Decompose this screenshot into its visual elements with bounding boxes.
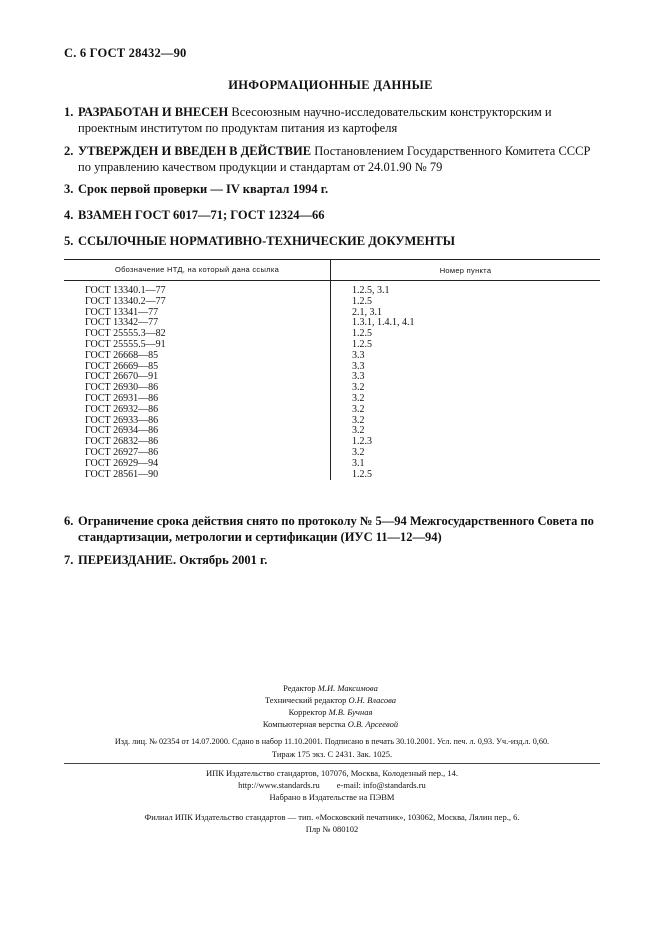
- table-cell-document: ГОСТ 26668—85: [85, 349, 159, 361]
- table-cell-document: ГОСТ 26933—86: [85, 414, 159, 426]
- table-cell-document: ГОСТ 28561—90: [85, 468, 159, 480]
- item-heading: ВЗАМЕН ГОСТ 6017—71; ГОСТ 12324—66: [78, 208, 325, 222]
- item-text: Срок первой проверки — IV квартал 1994 г.: [78, 182, 329, 196]
- publisher-line: Плр № 080102: [305, 824, 359, 834]
- item-number: 7.: [64, 553, 74, 567]
- table-cell-clause: 3.2: [352, 425, 365, 437]
- table-cell-clause: 3.2: [352, 382, 365, 394]
- publisher-line: Набрано в Издательстве на ПЭВМ: [269, 792, 395, 802]
- credit-line: Компьютерная верстка О.В. Арсеевой: [262, 719, 399, 729]
- table-cell-clause: 1.2.5: [352, 338, 372, 350]
- table-cell-clause: 3.2: [352, 414, 365, 426]
- credit-line: Технический редактор О.Н. Власова: [264, 695, 397, 705]
- imprint-line: Тираж 175 экз. С 2431. Зак. 1025.: [271, 749, 393, 759]
- table-cell-document: ГОСТ 25555.3—82: [85, 328, 166, 340]
- info-item-3: [64, 181, 604, 197]
- item-heading: ССЫЛОЧНЫЕ НОРМАТИВНО-ТЕХНИЧЕСКИЕ ДОКУМЕНТЫ: [78, 234, 455, 248]
- table-cell-document: ГОСТ 13340.1—77: [85, 285, 166, 296]
- table-cell-document: ГОСТ 26927—86: [85, 446, 159, 458]
- table-cell-clause: 3.2: [352, 446, 365, 458]
- table-cell-clause: 1.2.5, 3.1: [352, 285, 390, 296]
- item-number: 5.: [64, 234, 74, 248]
- item-text: Октябрь 2001 г.: [179, 553, 268, 567]
- info-item-7: [64, 552, 604, 568]
- credits: [0, 682, 661, 730]
- table-cell-clause: 3.2: [352, 403, 365, 415]
- publisher-info: [64, 767, 600, 835]
- column-documents: [64, 281, 331, 480]
- table-cell-document: ГОСТ 26832—86: [85, 436, 159, 448]
- publisher-line: Филиал ИПК Издательство стандартов — тип. «Московский печатник», 103062, Москва, Лялин пер., 6.: [144, 812, 520, 822]
- publisher-line: http://www.standards.ru e-mail: info@standards.ru: [238, 780, 426, 790]
- table-cell-document: ГОСТ 26670—91: [85, 371, 159, 383]
- info-item-2: [64, 143, 604, 175]
- table-header: [64, 260, 600, 281]
- item-heading: РАЗРАБОТАН И ВНЕСЕН: [78, 105, 229, 119]
- table-cell-document: ГОСТ 26930—86: [85, 382, 159, 394]
- table-cell-clause: 1.3.1, 1.4.1, 4.1: [352, 317, 415, 329]
- table-cell-clause: 3.1: [352, 457, 365, 469]
- section-title: ИНФОРМАЦИОННЫЕ ДАННЫЕ: [228, 78, 433, 92]
- table-cell-clause: 3.3: [352, 349, 365, 361]
- item-number: 6.: [64, 514, 74, 528]
- table-cell-document: ГОСТ 13342—77: [85, 317, 159, 329]
- item-text: Постановлением Государственного Комитета СССР по управлению качеством продукции и стандартам от 24.01.90 № 79: [78, 144, 591, 174]
- item-number: 1.: [64, 105, 74, 119]
- table-cell-clause: 3.2: [352, 392, 365, 404]
- table-cell-document: ГОСТ 13341—77: [85, 306, 159, 318]
- table-cell-document: ГОСТ 13340.2—77: [85, 295, 166, 307]
- table-cell-document: ГОСТ 26669—85: [85, 360, 159, 372]
- item-text: Ограничение срока действия снято по протоколу № 5—94 Межгосударственного Совета по стандартизации, метрологии и сертификации (ИУС 11—12—94): [78, 514, 594, 544]
- table-cell-document: ГОСТ 26934—86: [85, 425, 159, 437]
- item-heading: УТВЕРЖДЕН И ВВЕДЕН В ДЕЙСТВИЕ: [78, 144, 312, 158]
- imprint-line: Изд. лиц. № 02354 от 14.07.2000. Сдано в набор 11.10.2001. Подписано в печать 30.10.2001. Усл. печ. л. 0,93. Уч.-изд.л. 0,60.: [114, 737, 550, 746]
- column-clauses: [331, 281, 600, 480]
- table-cell-document: ГОСТ 26932—86: [85, 403, 159, 415]
- info-item-4: [64, 207, 604, 223]
- credit-line: Редактор М.И. Максимова: [283, 683, 378, 693]
- table-cell-document: ГОСТ 26931—86: [85, 392, 159, 404]
- imprint: [64, 736, 600, 760]
- table-cell-document: ГОСТ 26929—94: [85, 457, 159, 469]
- table-cell-clause: 1.2.5: [352, 295, 372, 307]
- header-document: Обозначение НТД, на который дана ссылка: [64, 260, 331, 280]
- table-cell-clause: 1.2.5: [352, 468, 372, 480]
- table-cell-clause: 3.3: [352, 371, 365, 383]
- publisher-line: ИПК Издательство стандартов, 107076, Москва, Колодезный пер., 14.: [205, 768, 459, 778]
- credit-line: Корректор М.В. Бучная: [288, 707, 373, 717]
- table-cell-clause: 3.3: [352, 360, 365, 372]
- table-cell-clause: 1.2.3: [352, 436, 372, 448]
- info-item-5: [64, 233, 604, 249]
- table-cell-document: ГОСТ 25555.5—91: [85, 338, 166, 350]
- divider: [64, 763, 600, 764]
- item-number: 4.: [64, 208, 74, 222]
- table-cell-clause: 1.2.5: [352, 328, 372, 340]
- item-number: 2.: [64, 144, 74, 158]
- table-cell-clause: 2.1, 3.1: [352, 306, 382, 318]
- reference-table: [64, 259, 600, 480]
- header-clause: Номер пункта: [439, 265, 492, 275]
- page-header: С. 6 ГОСТ 28432—90: [64, 46, 187, 60]
- item-heading: ПЕРЕИЗДАНИЕ.: [78, 553, 177, 567]
- item-number: 3.: [64, 182, 74, 196]
- info-item-6: [64, 513, 604, 545]
- item-text: Всесоюзным научно-исследовательским конструкторским и проектным институтом по продуктам питания из картофеля: [78, 105, 552, 135]
- info-item-1: [64, 104, 604, 136]
